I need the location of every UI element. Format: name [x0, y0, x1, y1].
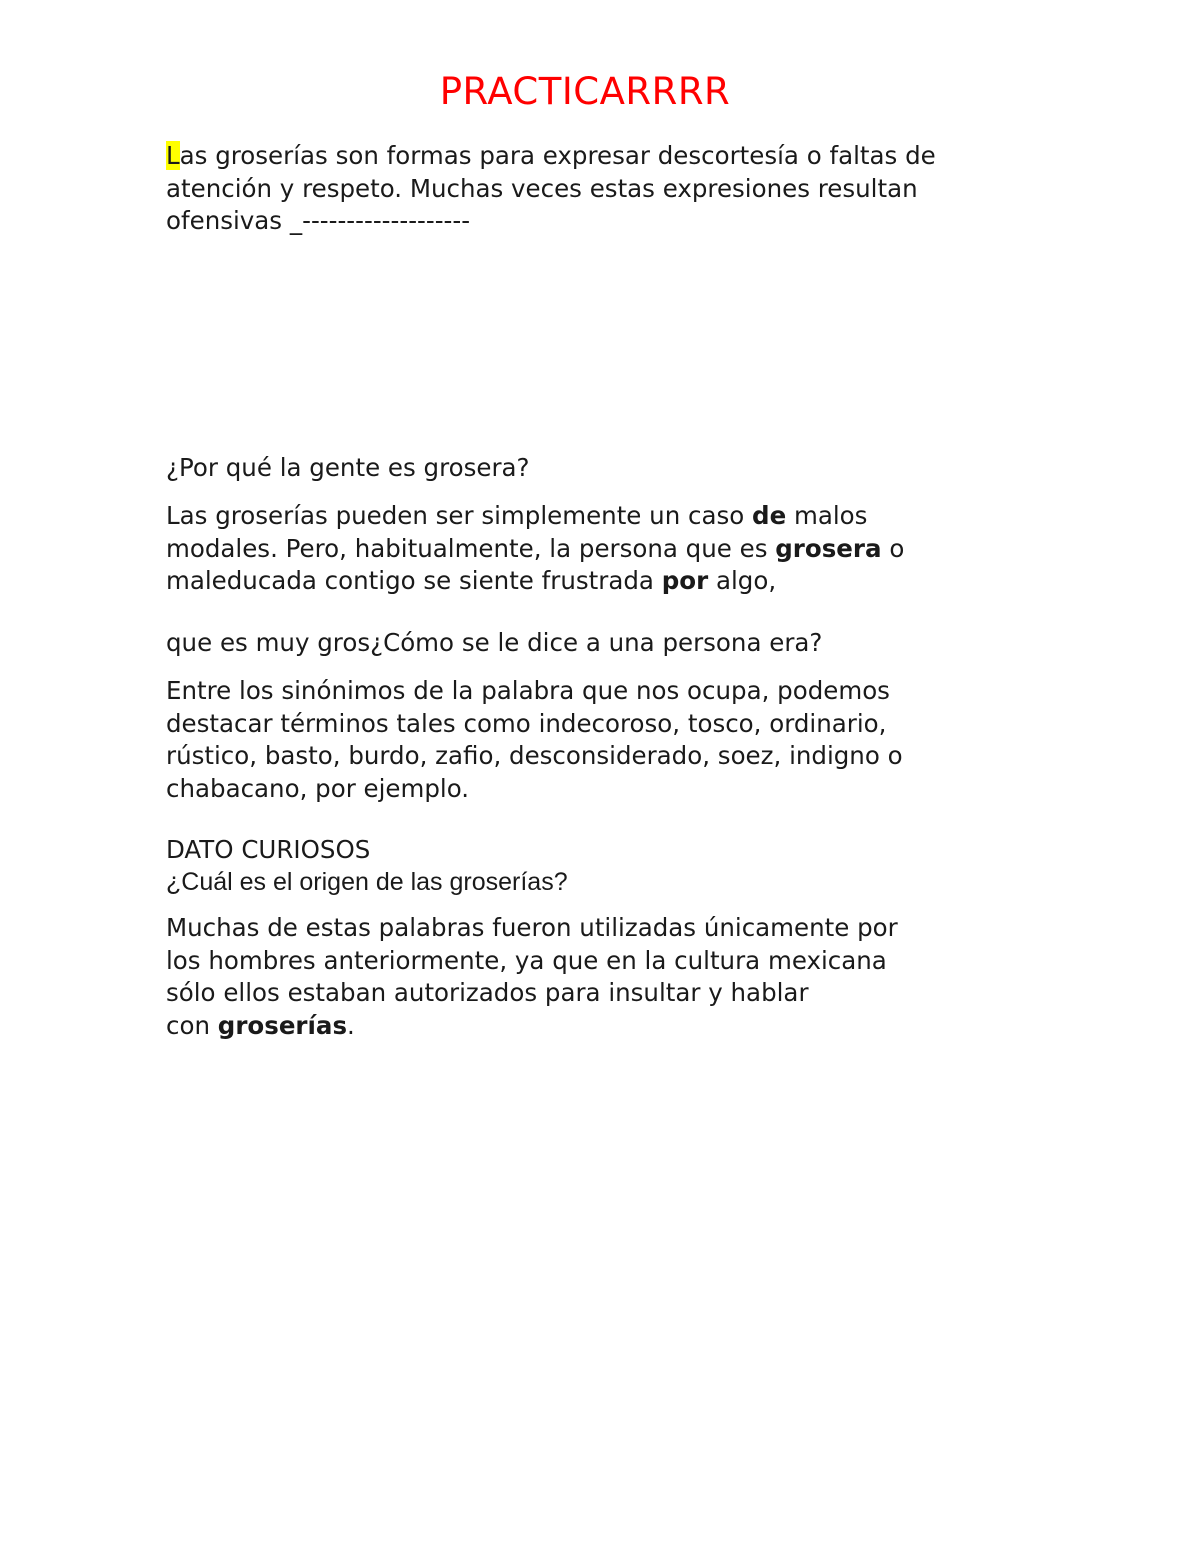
intro-line-3: ofensivas _-------------------	[166, 206, 471, 235]
paragraph-1-line-2: modales. Pero, habitualmente, la persona que es grosera o	[166, 533, 905, 563]
paragraph-3	[166, 912, 1066, 1042]
dato-curiosos-heading: DATO CURIOSOS	[166, 835, 371, 864]
paragraph-2-line-2: destacar términos tales como indecoroso, tosco, ordinario,	[166, 708, 887, 738]
bold-word: de	[752, 501, 787, 530]
bold-word: grosera	[775, 533, 882, 563]
bold-word: groserías	[217, 1010, 348, 1040]
document-title: PRACTICARRRR	[439, 70, 731, 113]
question-heading-1: ¿Por qué la gente es grosera?	[166, 453, 530, 482]
dato-curiosos-question: ¿Cuál es el origen de las groserías?	[166, 868, 568, 896]
bold-word: por	[661, 566, 709, 595]
paragraph-2-line-1: Entre los sinónimos de la palabra que nos ocupa, podemos	[166, 676, 890, 705]
paragraph-1	[166, 500, 1066, 598]
paragraph-3-line-1: Muchas de estas palabras fueron utilizadas únicamente por	[166, 913, 898, 942]
highlighted-first-letter: L	[166, 141, 180, 170]
paragraph-2-line-3: rústico, basto, burdo, zafio, desconsiderado, soez, indigno o	[166, 741, 903, 770]
paragraph-1-line-1: Las groserías pueden ser simplemente un caso de malos	[166, 501, 868, 530]
intro-line-1-text: as groserías son formas para expresar descortesía o faltas de	[179, 141, 936, 170]
paragraph-3-line-4: con groserías.	[166, 1010, 355, 1040]
intro-paragraph	[166, 140, 1066, 238]
paragraph-1-line-3: maleducada contigo se siente frustrada por algo,	[166, 566, 777, 595]
paragraph-3-line-3: sólo ellos estaban autorizados para insultar y hablar	[166, 978, 809, 1007]
paragraph-3-line-2: los hombres anteriormente, ya que en la cultura mexicana	[166, 945, 887, 975]
paragraph-2-line-4: chabacano, por ejemplo.	[166, 773, 470, 803]
question-heading-2: que es muy gros¿Cómo se le dice a una persona era?	[166, 628, 823, 657]
paragraph-2	[166, 675, 1066, 805]
intro-line-1	[166, 140, 1066, 173]
intro-line-2: atención y respeto. Muchas veces estas expresiones resultan	[166, 173, 918, 203]
